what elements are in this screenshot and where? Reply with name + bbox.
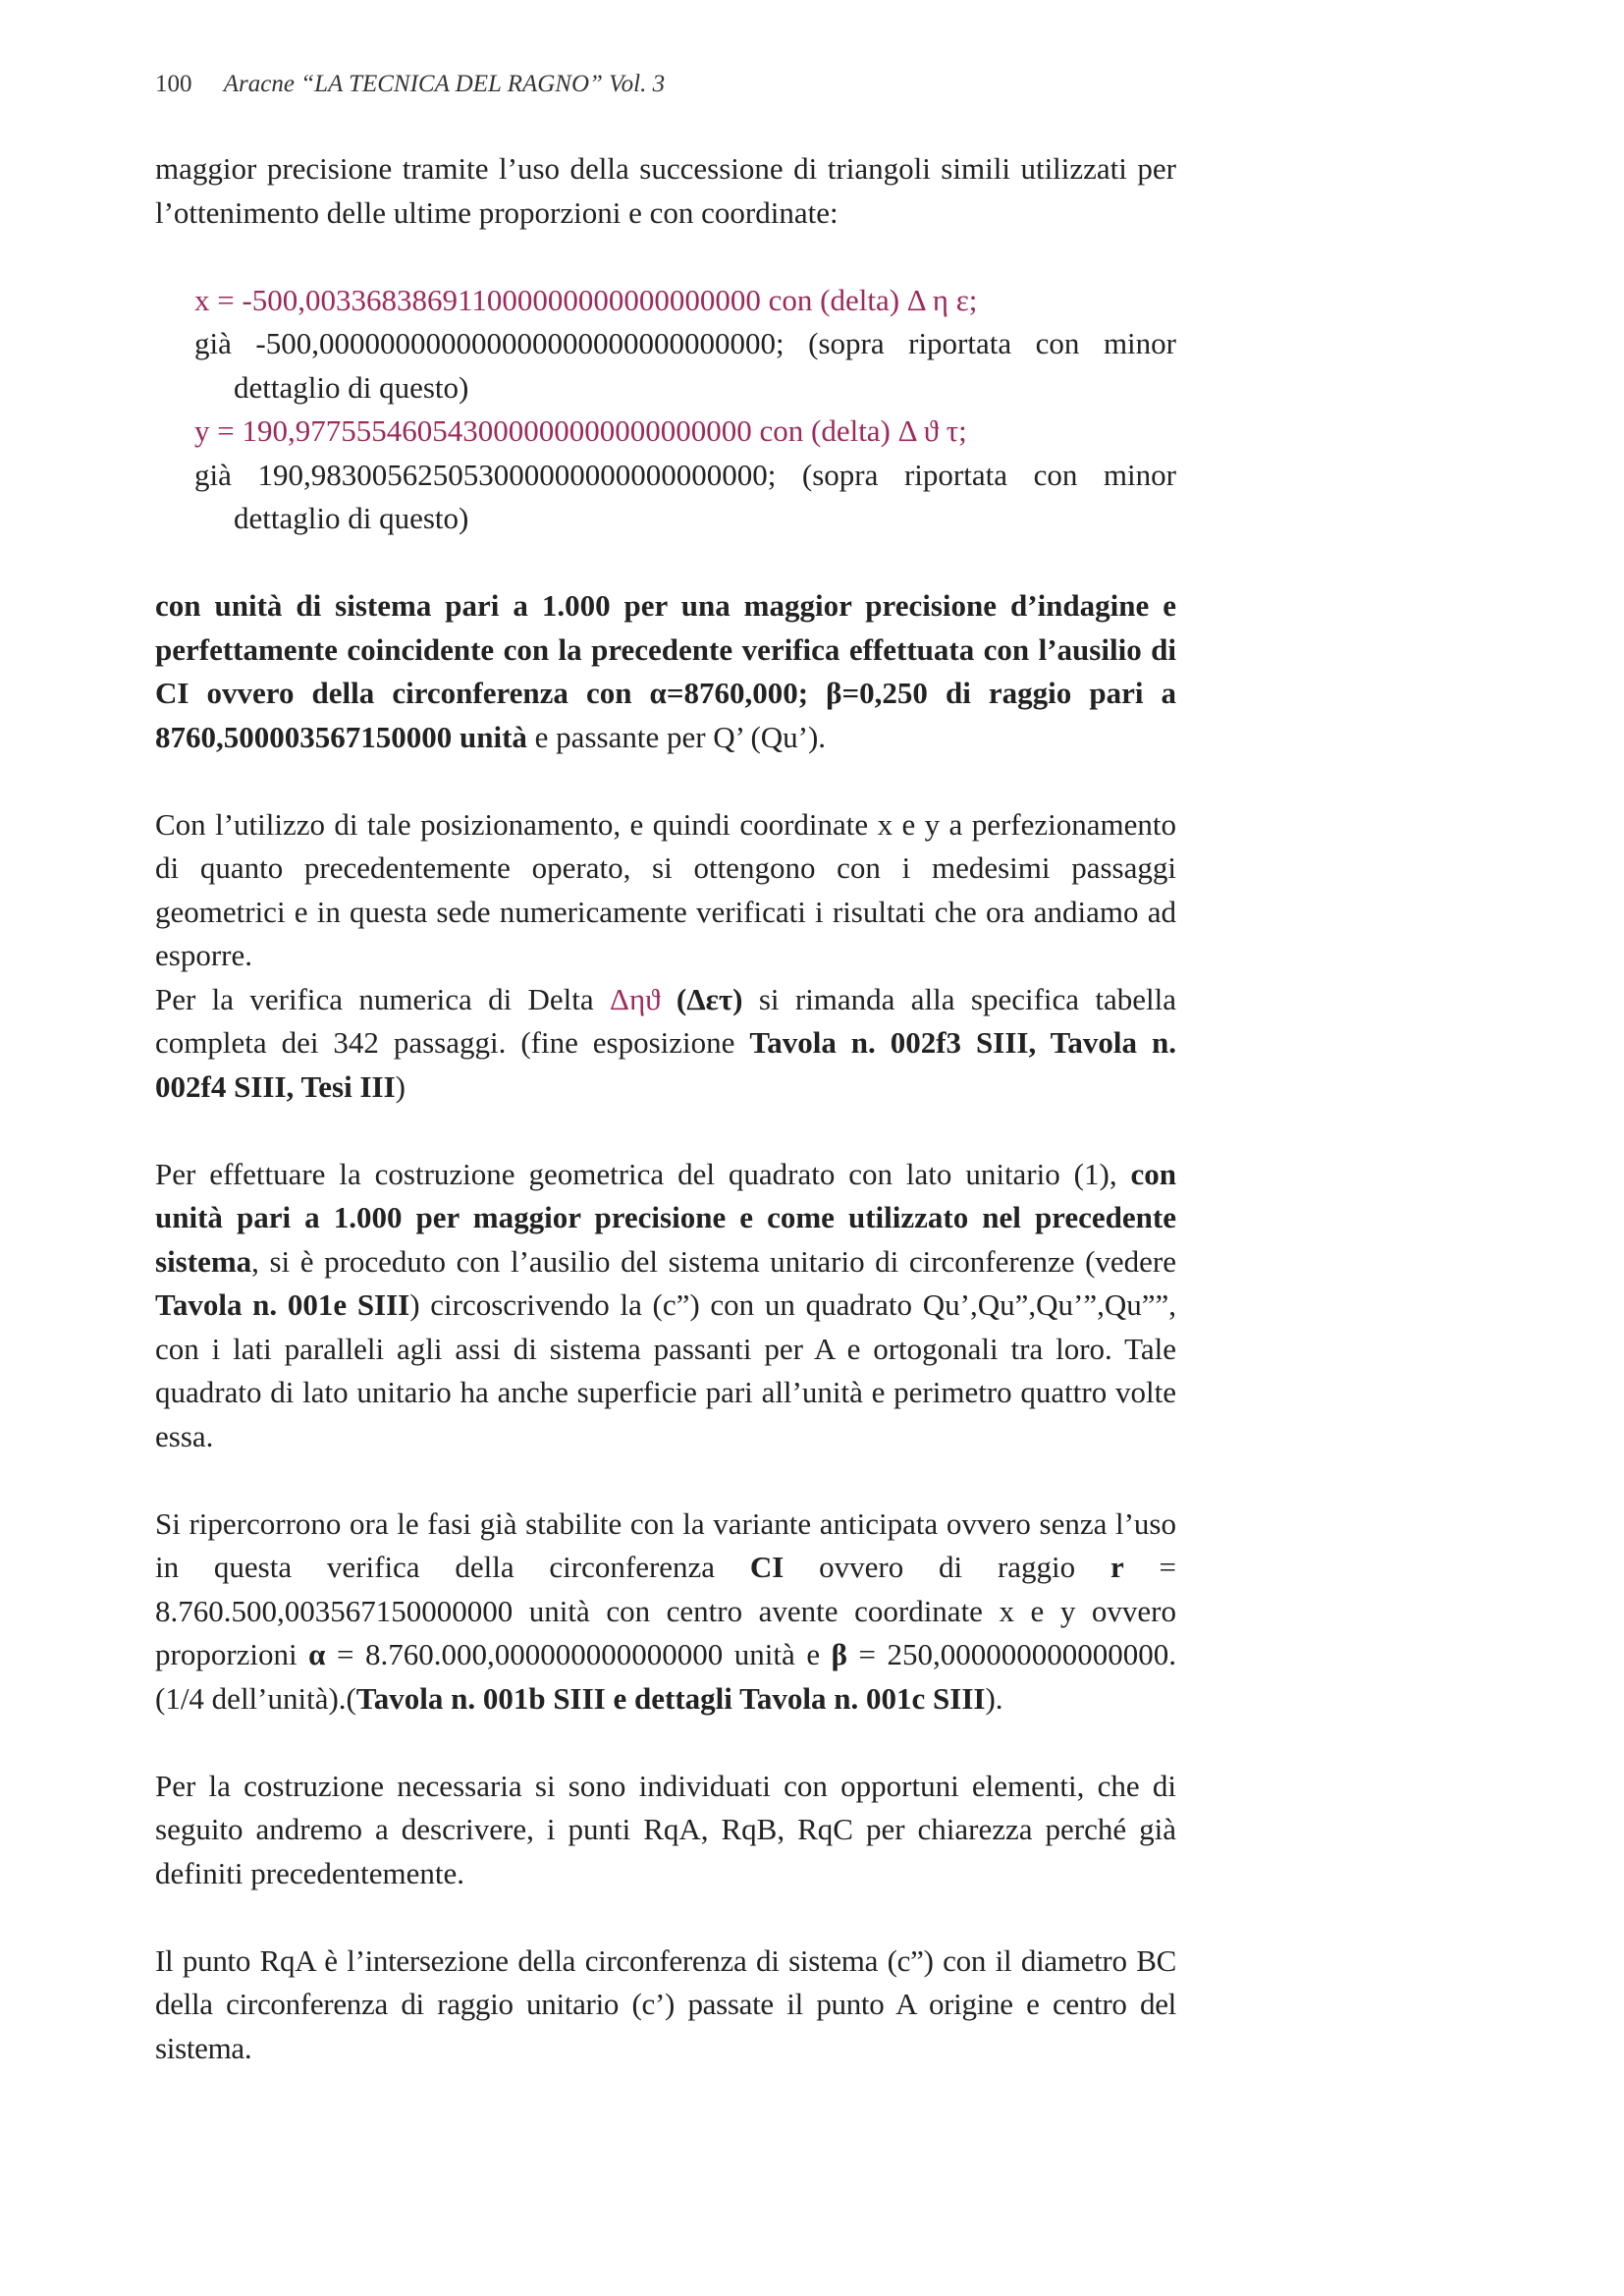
table-reference: Tavola n. 001e SIII bbox=[155, 1287, 410, 1322]
paragraph-positioning: Con l’utilizzo di tale posizionamento, e quindi coordinate x e y a perfezionamento di quanto precedentemente operato, si ottengono con i medesimi passaggi geometrici e in questa sede numericamente verificati i risultati che ora andiamo ad esporre. bbox=[155, 806, 1176, 972]
running-header bbox=[155, 71, 665, 98]
paragraph-rqa: Il punto RqA è l’intersezione della circonferenza di sistema (c”) con il diametro BC della circonferenza di raggio unitario (c’) passate il punto A origine e centro del sistema. bbox=[155, 1942, 1176, 2065]
paragraph-phases: Si ripercorrono ora le fasi già stabilite con la variante anticipata ovvero senza l’uso in questa verifica della circonferenza CI ovvero di raggio r = 8.760.500,003567150000000 unità con centro avente coordinate x e y ovvero proporzioni α = 8.760.000,000000000000000 unità e β = 250,000000000000000. (1/4 dell’unità).(Tavola n. 001b SIII e dettagli Tavola n. 001c SIII). bbox=[155, 1505, 1177, 1716]
x-previous-line: già -500,000000000000000000000000000000; (sopra riportata con minor dettaglio di questo) bbox=[194, 326, 1176, 405]
table-reference: Tavola n. 002f3 SIII, Tavola n. 002f4 SIII, Tesi III bbox=[155, 1025, 1176, 1104]
x-coordinate-line: x = -500,003368386911000000000000000000 con (delta) Δ η ε; bbox=[194, 282, 978, 317]
bold-statement: con unità di sistema pari a 1.000 per una maggior precisione d’indagine e perfettamente coincidente con la precedente verifica effettuata con l’ausilio di CI ovvero della circonferenza con α=8760,000; β=0,250 di raggio pari a 8760,500003567150000 unità bbox=[155, 588, 1176, 754]
running-title: Aracne “LA TECNICA DEL RAGNO” Vol. 3 bbox=[223, 71, 666, 97]
body-text bbox=[155, 147, 1176, 2070]
paragraph-delta-verification: Per la verifica numerica di Delta Δηϑ (Δετ) si rimanda alla specifica tabella completa dei 342 passaggi. (fine esposizione Tavola n. 002f3 SIII, Tavola n. 002f4 SIII, Tesi III) bbox=[155, 981, 1176, 1104]
delta-symbols: Δηϑ bbox=[610, 981, 661, 1016]
paragraph-points: Per la costruzione necessaria si sono individuati con opportuni elementi, che di seguito andremo a descrivere, i punti RqA, RqB, RqC per chiarezza perché già definiti precedentemente. bbox=[155, 1768, 1176, 1890]
paragraph-system-unit: con unità di sistema pari a 1.000 per una maggior precisione d’indagine e perfettamente coincidente con la precedente verifica effettuata con l’ausilio di CI ovvero della circonferenza con α=8760,000; β=0,250 di raggio pari a 8760,500003567150000 unità e passante per Q’ (Qu’). bbox=[155, 588, 1176, 754]
y-previous-line: già 190,983005625053000000000000000000; (sopra riportata con minor dettaglio di questo) bbox=[194, 457, 1176, 535]
paragraph-square-construction: Per effettuare la costruzione geometrica del quadrato con lato unitario (1), con unità pari a 1.000 per maggior precisione e come utilizzato nel precedente sistema, si è proceduto con l’ausilio del sistema unitario di circonferenze (vedere Tavola n. 001e SIII) circoscrivendo la (c”) con un quadrato Qu’,Qu”,Qu’”,Qu””, con i lati paralleli agli assi di sistema passanti per A e ortogonali tra loro. Tale quadrato di lato unitario ha anche superficie pari all’unità e perimetro quattro volte essa. bbox=[155, 1156, 1176, 1453]
y-coordinate-line: y = 190,977555460543000000000000000000 con (delta) Δ ϑ τ; bbox=[194, 413, 967, 448]
coordinates-block bbox=[155, 279, 1176, 541]
paragraph-intro: maggior precisione tramite l’uso della successione di triangoli simili utilizzati per l’ottenimento delle ultime proporzioni e con coordinate: bbox=[155, 151, 1176, 230]
page-number: 100 bbox=[155, 71, 192, 97]
table-reference: Tavola n. 001b SIII e dettagli Tavola n. 001c SIII bbox=[355, 1680, 986, 1716]
